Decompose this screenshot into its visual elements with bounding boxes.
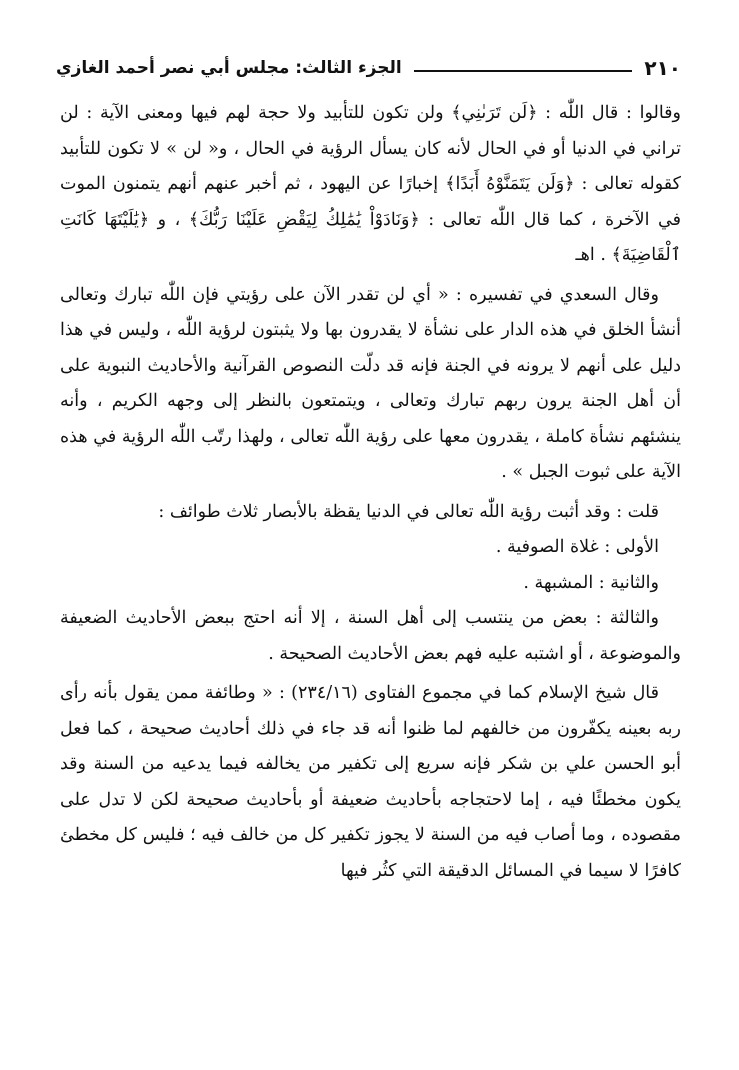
paragraph-4: الأولى : غلاة الصوفية . (495, 537, 659, 557)
paragraph-5: والثانية : المشبهة . (523, 572, 659, 593)
running-header (56, 52, 681, 84)
paragraph-7: قال شيخ الإسلام كما في مجموع الفتاوى (٢٣٤/١٦) : « وطائفة ممن يقول بأنه رأى ربه بعينه يكفّرون من خالفهم لما ظنوا أنه قد جاء في ذلك أحاديث صحيحة ، كما فعل أبو الحسن علي بن شكر فإنه سريع إلى تكفير من يخالفه فيما يدعيه من السنة وقد يكون مخطئًا فيه ، إما لاحتجاجه بأحاديث ضعيفة أو بأحاديث صحيحة لكن لا تدل على مقصوده ، وما أصاب فيه من السنة لا يجوز تكفير كل من خالف فيه ؛ فليس كل مخطئ كافرًا لا سيما في المسائل الدقيقة التي كثُر فيها (60, 683, 681, 881)
paragraph-2: وقال السعدي في تفسيره : « أي لن تقدر الآن على رؤيتي فإن اللّٰه تبارك وتعالى أنشأ الخلق في هذه الدار على نشأة لا يقدرون بها ولا يثبتون لرؤية اللّٰه ، وليس في هذا دليل على أنهم لا يرونه في الجنة فإنه قد دلّت النصوص القرآنية والأحاديث النبوية على أن أهل الجنة يرون ربهم تبارك وتعالى ، ويتمتعون بالنظر إلى وجهه الكريم ، وأنه ينشئهم نشأة كاملة ، يقدرون معها على رؤية اللّٰه تعالى ، ولهذا رتّب اللّٰه الرؤية في هذه الآية على ثبوت الجبل » . (60, 284, 681, 482)
body-text (60, 96, 681, 889)
header-rule (414, 70, 633, 72)
chapter-title: الجزء الثالث: مجلس أبي نصر أحمد الغازي (56, 58, 402, 78)
page-number: ٢١٠ (644, 56, 681, 80)
paragraph-1: وقالوا : قال اللّٰه : ﴿لَن تَرَىٰنِي﴾ ولن تكون للتأبيد ولا حجة لهم فيها ومعنى الآية : لن تراني في الدنيا أو في الحال لأنه كان يسأل الرؤية في الحال ، و« لن » لا تكون للتأبيد كقوله تعالى : ﴿وَلَن يَتَمَنَّوْهُ أَبَدًا﴾ إخبارًا عن اليهود ، ثم أخبر عنهم أنهم يتمنون الموت في الآخرة ، كما قال اللّٰه تعالى : ﴿وَنَادَوْاْ يَٰمَٰلِكُ لِيَقْضِ عَلَيْنَا رَبُّكَ﴾ ، و ﴿يَٰلَيْتَهَا كَانَتِ ٱلْقَاضِيَةَ﴾ . اهـ (60, 103, 681, 265)
paragraph-6: والثالثة : بعض من ينتسب إلى أهل السنة ، إلا أنه احتج ببعض الأحاديث الضعيفة والموضوعة ، أو اشتبه عليه فهم بعض الأحاديث الصحيحة . (60, 608, 681, 664)
paragraph-3: قلت : وقد أثبت رؤية اللّٰه تعالى في الدنيا يقظة بالأبصار ثلاث طوائف : (158, 501, 659, 522)
